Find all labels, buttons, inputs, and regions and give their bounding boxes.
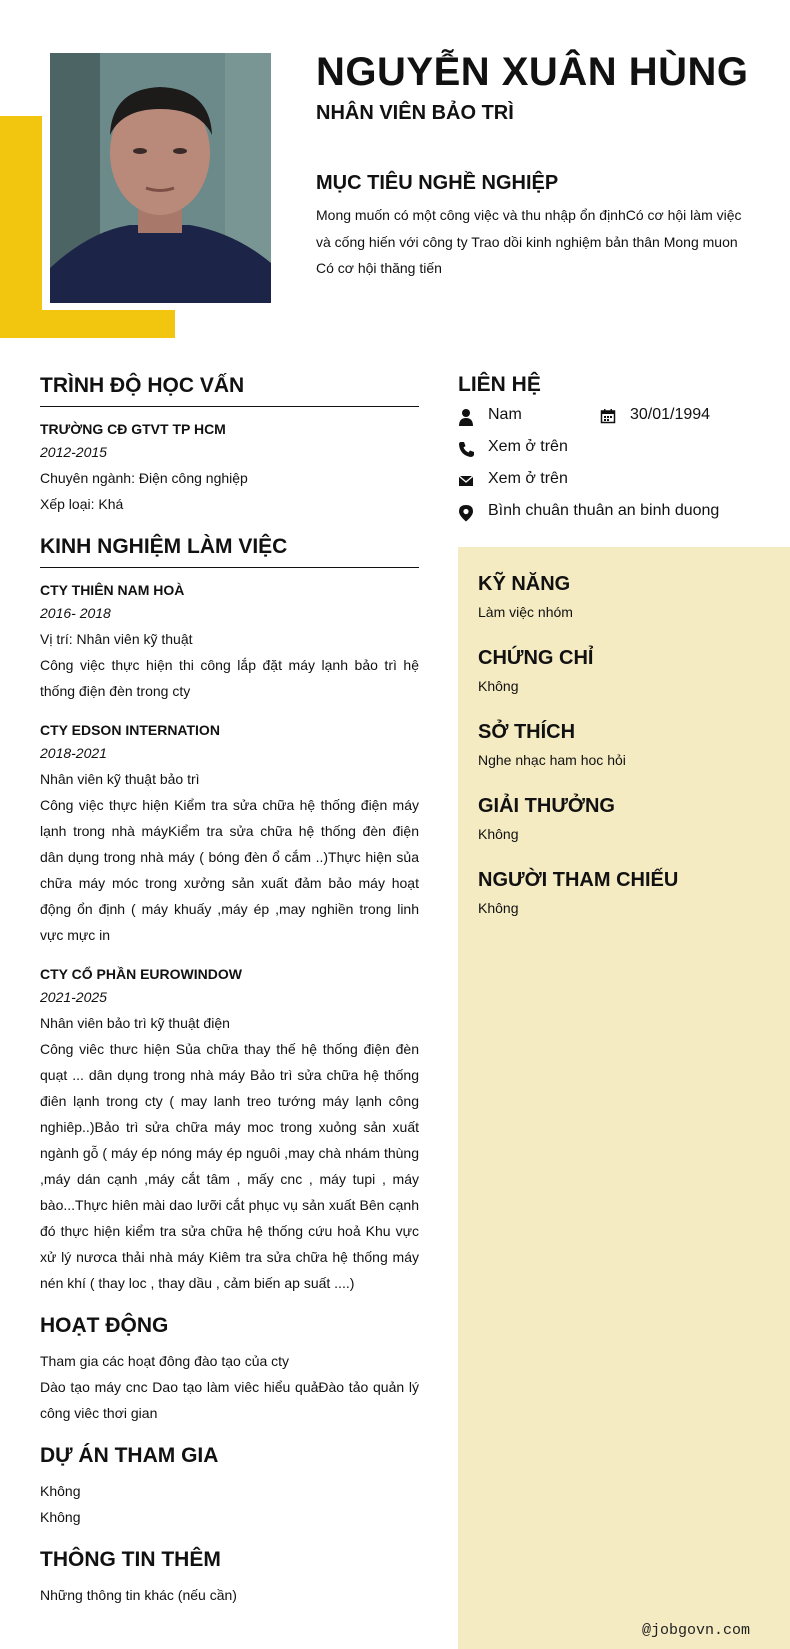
- location-pin-icon: [458, 504, 474, 522]
- objective-heading: MỤC TIÊU NGHỀ NGHIỆP: [316, 172, 559, 194]
- experience-item: [40, 580, 419, 704]
- calendar-icon: [600, 408, 616, 424]
- references-heading: NGƯỜI THAM CHIẾU: [478, 869, 679, 891]
- extra-info-text: Những thông tin khác (nếu cần): [40, 1587, 237, 1603]
- projects-heading: DỰ ÁN THAM GIA: [40, 1444, 219, 1467]
- activity-line: Dào tạo máy cnc Dao tạo làm viêc hiểu quảĐào tảo quản lý công viêc thơi gian: [40, 1379, 419, 1421]
- education-school: TRƯỜNG CĐ GTVT TP HCM: [40, 421, 226, 437]
- project-line: Không: [40, 1509, 81, 1525]
- education-major: Chuyên ngành: Điện công nghiệp: [40, 470, 248, 486]
- candidate-name: NGUYỄN XUÂN HÙNG: [316, 50, 749, 94]
- contact-gender: Nam: [488, 406, 522, 423]
- experience-position: Nhân viên bảo trì kỹ thuật điện: [40, 1015, 230, 1031]
- experience-description: Công việc thực hiện thi công lắp đặt máy lạnh bảo trì hệ thống điện đèn trong cty: [40, 657, 419, 699]
- hobbies-heading: SỞ THÍCH: [478, 721, 576, 743]
- education-period: 2012-2015: [40, 444, 107, 460]
- accent-bar-horizontal: [0, 310, 175, 338]
- contact-email: Xem ở trên: [488, 470, 568, 487]
- contact-section: [458, 372, 778, 530]
- contact-heading: LIÊN HỆ: [458, 373, 541, 396]
- skills-heading: KỸ NĂNG: [478, 573, 571, 595]
- watermark: @jobgovn.com: [641, 1622, 750, 1639]
- sidebar-panel: [458, 547, 790, 1649]
- experience-period: 2018-2021: [40, 745, 107, 761]
- contact-row-phone: [458, 434, 778, 466]
- person-icon: [458, 408, 474, 426]
- skills-text: Làm việc nhóm: [478, 604, 573, 620]
- certificates-text: Không: [478, 678, 519, 694]
- experience-company: CTY THIÊN NAM HOÀ: [40, 582, 185, 598]
- experience-period: 2016- 2018: [40, 605, 111, 621]
- education-heading: TRÌNH ĐỘ HỌC VẤN: [40, 372, 419, 407]
- experience-item: [40, 964, 419, 1296]
- extra-info-heading: THÔNG TIN THÊM: [40, 1548, 221, 1571]
- activity-line: Tham gia các hoạt đông đào tạo của cty: [40, 1353, 290, 1369]
- experience-description: Công việc thực hiện Kiểm tra sửa chữa hệ thống điện máy lạnh trong nhà máyKiểm tra sửa chữa hệ thống đèn điện dân dụng trong nhà máy ( bóng đèn ổ cắm ..)Thực hiện sủa chữa máy móc trong xưởng sản xuất đảm bảo máy hoạt động ổn định ( máy khuấy ,máy ép ,may nghiền trong linh vực mực in: [40, 797, 419, 943]
- objective-text: Mong muốn có một công việc và thu nhập ổn địnhCó cơ hội làm việc và cống hiến với công ty Trao dồi kinh nghiệm bản thân Mong muon Có cơ hội thăng tiến: [316, 207, 742, 276]
- experience-item: [40, 720, 419, 948]
- contact-phone: Xem ở trên: [488, 438, 568, 455]
- education-grade: Xếp loại: Khá: [40, 496, 124, 512]
- experience-company: CTY EDSON INTERNATION: [40, 722, 220, 738]
- project-line: Không: [40, 1483, 81, 1499]
- certificates-heading: CHỨNG CHỈ: [478, 647, 594, 669]
- experience-description: Công viêc thưc hiện Sủa chữa thay thế hệ thống điện đèn quạt ... dân dụng trong nhà máy Bảo trì sửa chữa hệ thống điên lạnh trong cty ( may lanh treo tướng máy lạnh công nghiêp..)Bảo trì sửa chữa máy moc trong xuỏng sản xuất ngành gỗ ( máy ép nóng máy ép nguôi ,may chà nhám thùng ,máy dán cạnh ,máy cắt tâm , mấy cnc , máy tupi , máy bào...Thực hiên mài dao lưỡi cắt phục vụ sản xuất Bên cạnh đó thực hiện kiểm tra sửa chữa hệ thống cứu hoả Khu vực xử lý nươca thải nhà máy Kiêm tra sửa chữa hệ thống máy nén khí ( thay loc , thay dầu , cảm biến ap suất ....): [40, 1041, 419, 1291]
- activities-heading: HOẠT ĐỘNG: [40, 1314, 169, 1337]
- contact-birthday: 30/01/1994: [630, 406, 711, 423]
- awards-text: Không: [478, 826, 519, 842]
- profile-photo: [50, 53, 271, 303]
- contact-row-email: [458, 466, 778, 498]
- contact-row-address: [458, 498, 778, 530]
- references-text: Không: [478, 900, 519, 916]
- contact-row-gender-birthday: [458, 402, 778, 434]
- hobbies-text: Nghe nhạc ham hoc hỏi: [478, 752, 626, 768]
- phone-icon: [458, 440, 474, 458]
- contact-address: Bình chuân thuân an binh duong: [488, 502, 720, 519]
- experience-period: 2021-2025: [40, 989, 107, 1005]
- experience-company: CTY CỔ PHẦN EUROWINDOW: [40, 966, 242, 982]
- left-column: [40, 372, 419, 1608]
- experience-heading: KINH NGHIỆM LÀM VIỆC: [40, 533, 419, 568]
- accent-bar-vertical: [0, 116, 42, 338]
- job-title: NHÂN VIÊN BẢO TRÌ: [316, 102, 514, 124]
- awards-heading: GIẢI THƯỞNG: [478, 795, 615, 817]
- mail-icon: [458, 472, 474, 490]
- experience-position: Vị trí: Nhân viên kỹ thuật: [40, 631, 193, 647]
- experience-position: Nhân viên kỹ thuật bảo trì: [40, 771, 200, 787]
